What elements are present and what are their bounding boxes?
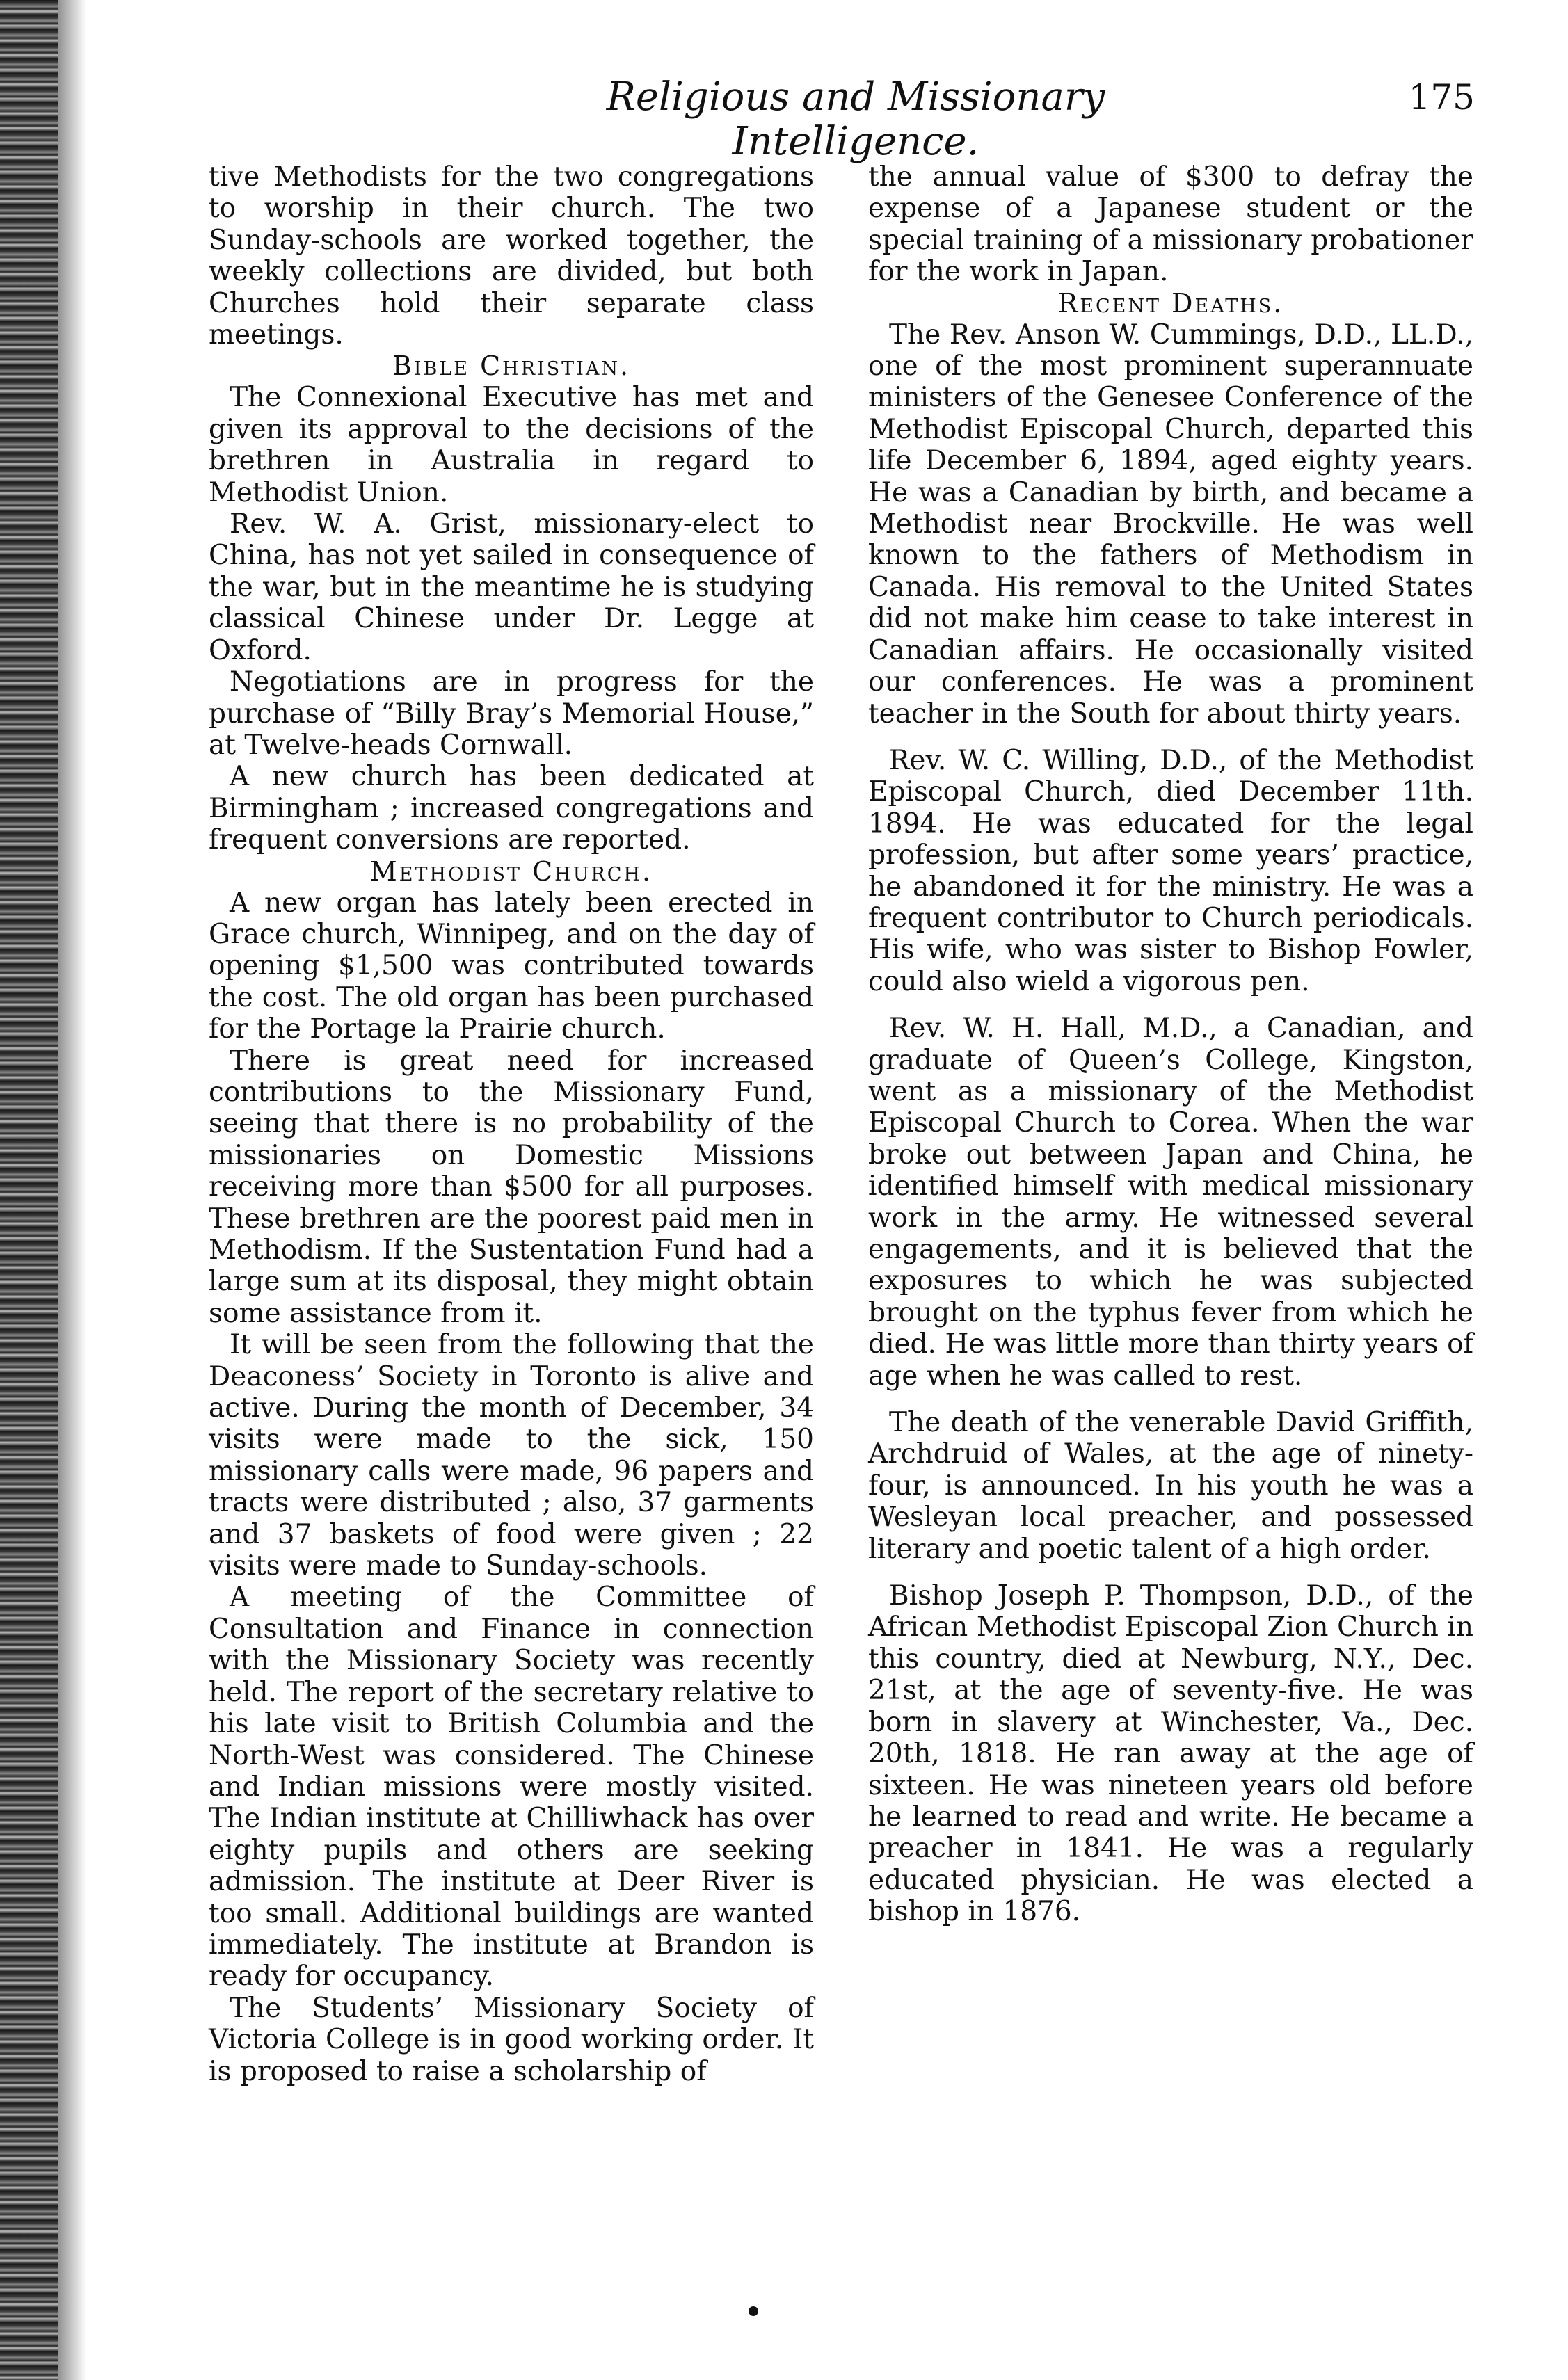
paragraph: Rev. W. H. Hall, M.D., a Canadian, and graduate of Queen’s College, Kingston, went as a missionary of the Methodist Episcopal Church to Corea. When the war broke out between Japan and China, he identified himself with medical missionary work in the army. He witnessed several engagements, and it is believed that the exposures to which he was subjected brought on the typhus fever from which he died. He was little more than thirty years of age when he was called to rest.: [868, 1013, 1473, 1392]
left-column: [209, 161, 814, 2087]
paragraph: A new church has been dedicated at Birmingham ; increased congregations and frequent conversions are reported.: [209, 761, 814, 856]
paragraph: tive Methodists for the two congregations to worship in their church. The two Sunday-schools are worked together, the weekly collections are divided, but both Churches hold their separate class meetings.: [209, 161, 814, 351]
paragraph: Negotiations are in progress for the purchase of “Billy Bray’s Memorial House,” at Twelve-heads Cornwall.: [209, 666, 814, 761]
paragraph: The Students’ Missionary Society of Victoria College is in good working order. It is proposed to raise a scholarship of: [209, 1992, 814, 2087]
section-heading-bible-christian: Bible Christian.: [392, 351, 631, 382]
page-binding-edge: [0, 0, 58, 2380]
paragraph: The Rev. Anson W. Cummings, D.D., LL.D., one of the most prominent superannuate ministers of the Genesee Conference of the Methodist Episcopal Church, departed this life December 6, 1894, aged eighty years. He was a Canadian by birth, and became a Methodist near Brockville. He was well known to the fathers of Methodism in Canada. His removal to the United States did not make him cease to take interest in Canadian affairs. He occasionally visited our conferences. He was a prominent teacher in the South for about thirty years.: [868, 319, 1473, 730]
paragraph: The Connexional Executive has met and given its approval to the decisions of the brethren in Australia in regard to Methodist Union.: [209, 382, 814, 508]
paragraph: The death of the venerable David Griffith, Archdruid of Wales, at the age of ninety-four, is announced. In his youth he was a Wesleyan local preacher, and possessed literary and poetic talent of a high order.: [868, 1407, 1473, 1565]
paragraph: A new organ has lately been erected in Grace church, Winnipeg, and on the day of opening $1,500 was contributed towards the cost. The old organ has been purchased for the Portage la Prairie church.: [209, 887, 814, 1045]
section-heading-methodist-church: Methodist Church.: [369, 855, 653, 887]
paragraph: There is great need for increased contributions to the Missionary Fund, seeing that there is no probability of the missionaries on Domestic Missions receiving more than $500 for all purposes. These brethren are the poorest paid men in Methodism. If the Sustentation Fund had a large sum at its disposal, they might obtain some assistance from it.: [209, 1045, 814, 1329]
section-heading-recent-deaths: Recent Deaths.: [1057, 287, 1284, 319]
paragraph: It will be seen from the following that the Deaconess’ Society in Toronto is alive and active. During the month of December, 34 visits were made to the sick, 150 missionary calls were made, 96 papers and tracts were distributed ; also, 37 garments and 37 baskets of food were given ; 22 visits were made to Sunday-schools.: [209, 1329, 814, 1582]
running-title: Religious and Missionary Intelligence.: [606, 74, 1105, 164]
right-column: [868, 161, 1473, 1928]
page-binding-shadow: [58, 0, 86, 2380]
page-number: 175: [1408, 77, 1475, 118]
paragraph: A meeting of the Committee of Consultation and Finance in connection with the Missionary Society was recently held. The report of the secretary relative to his late visit to British Columbia and the North-West was considered. The Chinese and Indian missions were mostly visited. The Indian institute at Chilliwhack has over eighty pupils and others are seeking admission. The institute at Deer River is too small. Additional buildings are wanted immediately. The institute at Brandon is ready for occupancy.: [209, 1582, 814, 1993]
paragraph: the annual value of $300 to defray the expense of a Japanese student or the special training of a missionary probationer for the work in Japan.: [868, 161, 1473, 288]
footer-ornament-dot: [749, 2306, 758, 2316]
paragraph: Rev. W. A. Grist, missionary-elect to China, has not yet sailed in consequence of the war, but in the meantime he is studying classical Chinese under Dr. Legge at Oxford.: [209, 508, 814, 666]
paragraph: Rev. W. C. Willing, D.D., of the Methodist Episcopal Church, died December 11th. 1894. He was educated for the legal profession, but after some years’ practice, he abandoned it for the ministry. He was a frequent contributor to Church periodicals. His wife, who was sister to Bishop Fowler, could also wield a vigorous pen.: [868, 744, 1473, 997]
paragraph: Bishop Joseph P. Thompson, D.D., of the African Methodist Episcopal Zion Church in this country, died at Newburg, N.Y., Dec. 21st, at the age of seventy-five. He was born in slavery at Winchester, Va., Dec. 20th, 1818. He ran away at the age of sixteen. He was nineteen years old before he learned to read and write. He became a preacher in 1841. He was a regularly educated physician. He was elected a bishop in 1876.: [868, 1580, 1473, 1928]
